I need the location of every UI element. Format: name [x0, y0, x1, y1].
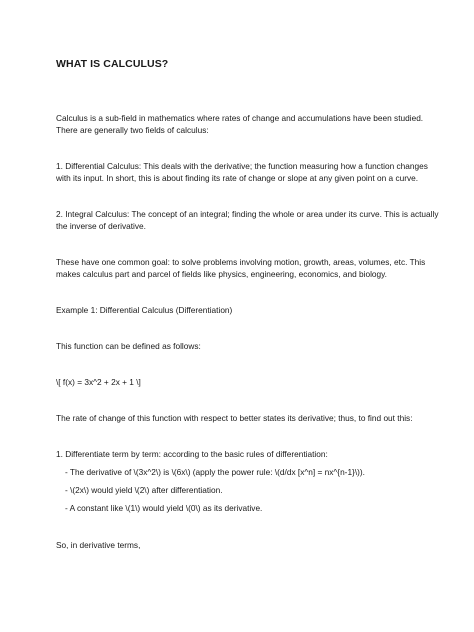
rate-of-change-text: The rate of change of this function with respect to better states its derivative; thus, to find out this:	[56, 413, 413, 423]
intro-line-2: There are generally two fields of calculus:	[56, 125, 209, 135]
intro-line-1: Calculus is a sub-field in mathematics where rates of change and accumulations have been studied.	[56, 113, 424, 123]
common-goal-line-1: These have one common goal: to solve problems involving motion, growth, areas, volumes, etc. This	[56, 257, 426, 267]
step-1-text: 1. Differentiate term by term: according to the basic rules of differentiation:	[56, 449, 328, 459]
common-goal-line-2: makes calculus part and parcel of fields like physics, engineering, economics, and biology.	[56, 269, 387, 279]
bullet-power-rule: - The derivative of \(3x^2\) is \(6x\) (apply the power rule: \(d/dx [x^n] = nx^{n-1}\)).	[65, 467, 365, 477]
differential-line-2: with its input. In short, this is about finding its rate of change or slope at any given point on a curve.	[56, 173, 419, 183]
bullet-linear-term: - \(2x\) would yield \(2\) after differentiation.	[65, 485, 223, 495]
integral-line-1: 2. Integral Calculus: The concept of an integral; finding the whole or area under its curve. This is actually	[56, 209, 439, 219]
document-title: WHAT IS CALCULUS?	[56, 58, 169, 70]
defined-as-text: This function can be defined as follows:	[56, 341, 201, 351]
differential-line-1: 1. Differential Calculus: This deals with the derivative; the function measuring how a function changes	[56, 161, 428, 171]
integral-line-2: the inverse of derivative.	[56, 221, 146, 231]
example-heading: Example 1: Differential Calculus (Differentiation)	[56, 305, 233, 315]
bullet-constant-term: - A constant like \(1\) would yield \(0\) as its derivative.	[65, 503, 263, 513]
closing-text: So, in derivative terms,	[56, 540, 141, 550]
formula-text: \[ f(x) = 3x^2 + 2x + 1 \]	[56, 377, 141, 387]
